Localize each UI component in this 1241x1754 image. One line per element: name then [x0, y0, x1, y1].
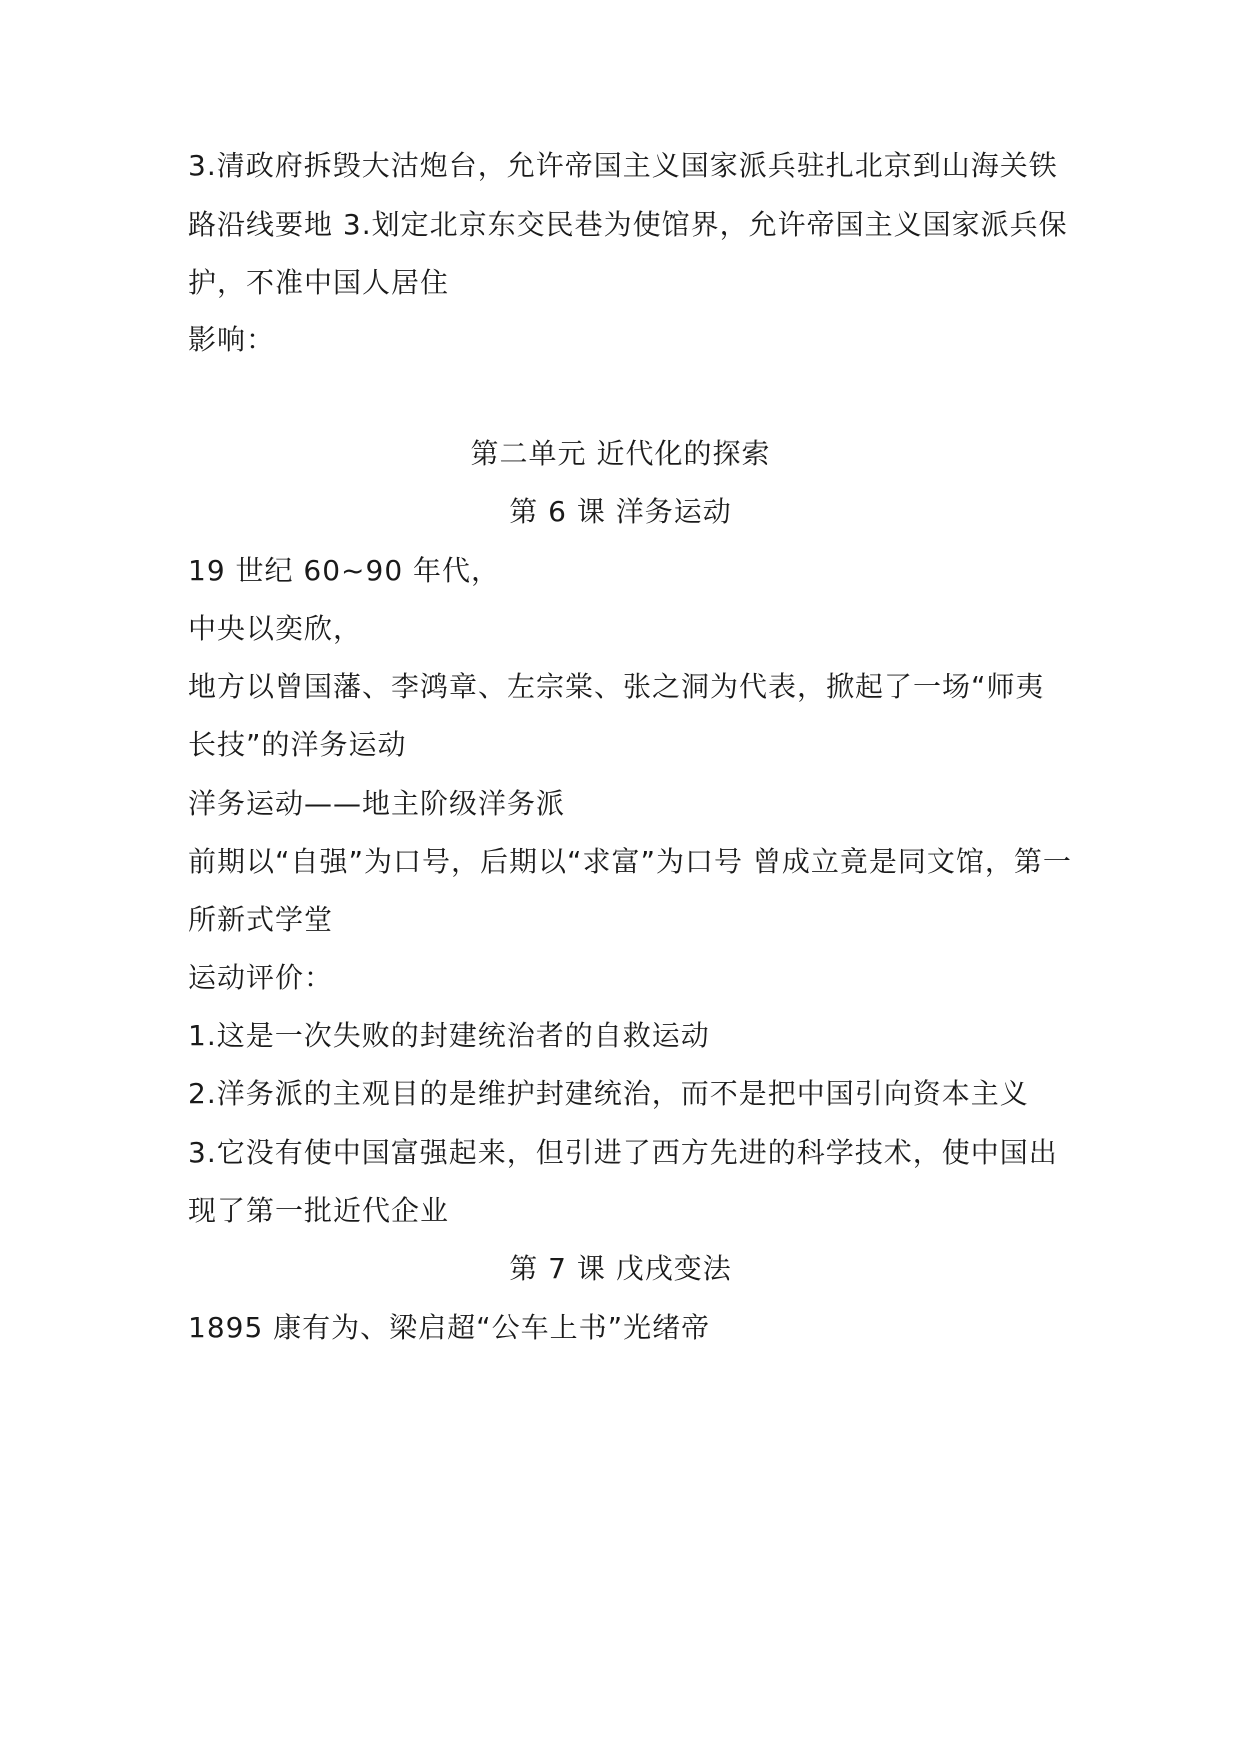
paragraph-line: 前期以“自强”为口号，后期以“求富”为口号 曾成立竟是同文馆，第一	[188, 845, 1072, 878]
lesson-title: 第 7 课 戊戌变法	[509, 1252, 732, 1285]
paragraph-line: 中央以奕欣，	[188, 612, 363, 645]
paragraph-line: 长技”的洋务运动	[188, 728, 407, 761]
paragraph-line: 护，不准中国人居住	[188, 266, 450, 299]
paragraph-line: 运动评价：	[188, 961, 334, 994]
paragraph-line: 2.洋务派的主观目的是维护封建统治，而不是把中国引向资本主义	[188, 1077, 1029, 1110]
lesson-title: 第 6 课 洋务运动	[509, 495, 732, 528]
unit-title: 第二单元 近代化的探索	[470, 437, 771, 470]
paragraph-line: 19 世纪 60~90 年代，	[188, 554, 501, 587]
paragraph-line: 影响：	[188, 323, 276, 356]
paragraph-line: 地方以曾国藩、李鸿章、左宗棠、张之洞为代表，掀起了一场“师夷	[188, 670, 1045, 703]
paragraph-line: 1.这是一次失败的封建统治者的自救运动	[188, 1019, 710, 1052]
paragraph-line: 3.清政府拆毁大沽炮台，允许帝国主义国家派兵驻扎北京到山海关铁	[188, 149, 1058, 182]
paragraph-line: 3.它没有使中国富强起来，但引进了西方先进的科学技术，使中国出	[188, 1136, 1058, 1169]
paragraph-line: 洋务运动——地主阶级洋务派	[188, 787, 566, 820]
paragraph-line: 路沿线要地 3.划定北京东交民巷为使馆界，允许帝国主义国家派兵保	[188, 208, 1068, 241]
paragraph-line: 所新式学堂	[188, 903, 334, 936]
paragraph-line: 1895 康有为、梁启超“公车上书”光绪帝	[188, 1311, 711, 1344]
paragraph-line: 现了第一批近代企业	[188, 1194, 450, 1227]
